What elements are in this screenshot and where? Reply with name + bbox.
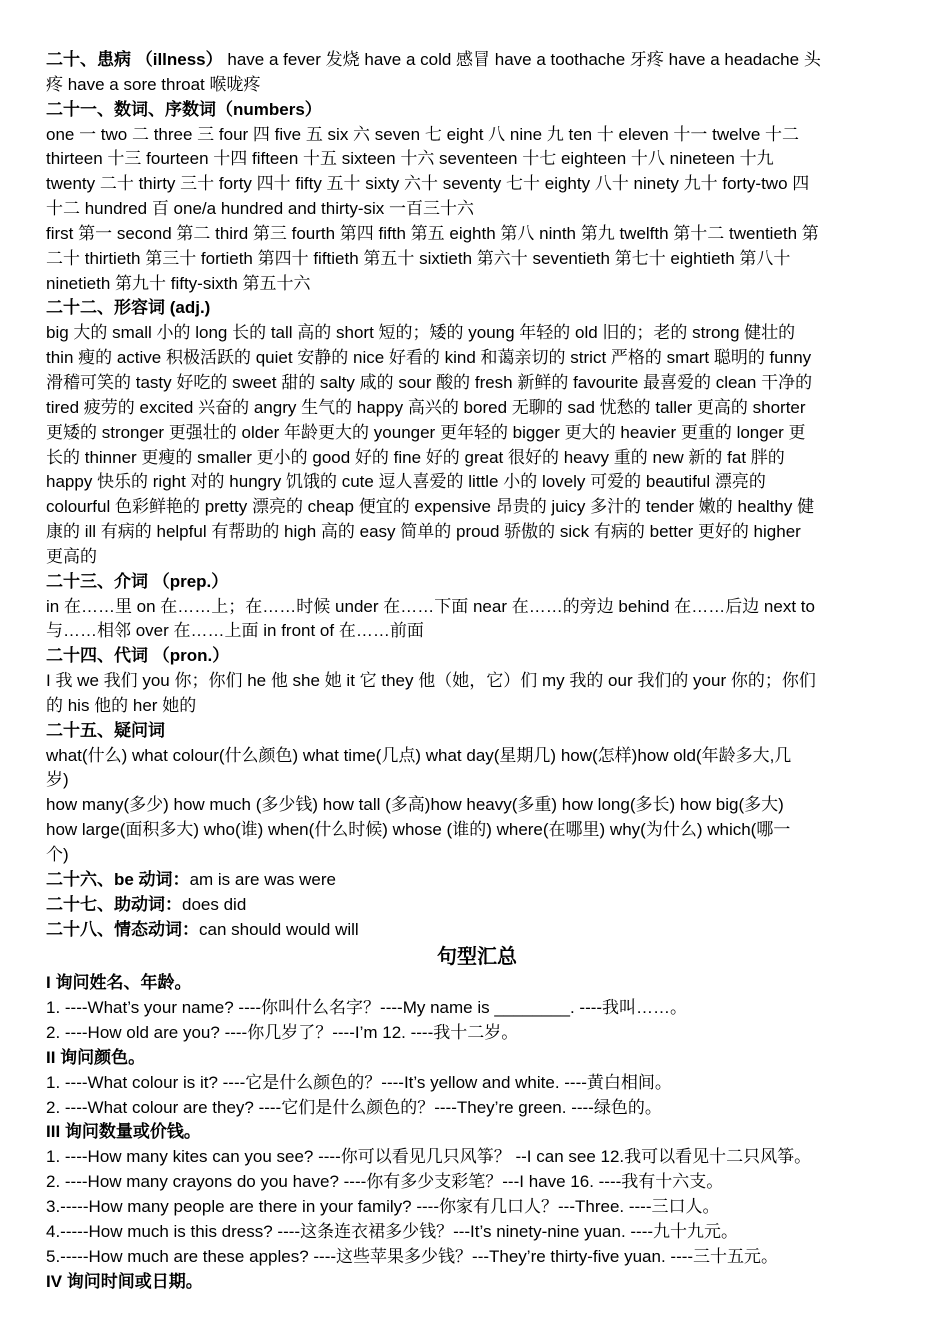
section-heading: IV 询问时间或日期。 xyxy=(46,1271,203,1291)
section-heading: II 询问颜色。 xyxy=(46,1047,146,1067)
text-line: 的 his 他的 her 她的 xyxy=(46,695,197,715)
text-line xyxy=(46,48,908,73)
document-page xyxy=(46,48,908,1294)
text-line: I 我 we 我们 you 你；你们 he 他 she 她 it 它 they 他（她，它）们 my 我的 our 我们的 your 你的；你们 xyxy=(46,671,816,691)
text-line: tired 疲劳的 excited 兴奋的 angry 生气的 happy 高兴的 bored 无聊的 sad 忧愁的 taller 更高的 shorter xyxy=(46,397,806,417)
text-line: 2. ----What colour are they? ----它们是什么颜色的？----They’re green. ----绿色的。 xyxy=(46,1097,662,1117)
section-heading: I 询问姓名、年龄。 xyxy=(46,973,192,993)
section-heading: 二十二、形容词 (adj.) xyxy=(46,298,211,318)
section-heading: III 询问数量或价钱。 xyxy=(46,1122,201,1142)
text-line: colourful 色彩鲜艳的 pretty 漂亮的 cheap 便宜的 expensive 昂贵的 juicy 多汁的 tender 嫩的 healthy 健 xyxy=(46,497,815,517)
text-line: in 在……里 on 在……上；在……时候 under 在……下面 near 在……的旁边 behind 在……后边 next to xyxy=(46,596,815,616)
text-line: 滑稽可笑的 tasty 好吃的 sweet 甜的 salty 咸的 sour 酸的 fresh 新鲜的 favourite 最喜爱的 clean 干净的 xyxy=(46,372,813,392)
text-line: 二十 thirtieth 第三十 fortieth 第四十 fiftieth 第五十 sixtieth 第六十 seventieth 第七十 eightieth 第八十 xyxy=(46,248,791,268)
line-body: have a fever 发烧 have a cold 感冒 have a toothache 牙疼 have a headache 头 xyxy=(222,50,821,69)
line-body: can should would will xyxy=(199,919,359,939)
text-line: 1. ----How many kites can you see? ----你可以看见几只风筝？ --I can see 12.我可以看见十二只风筝。 xyxy=(46,1147,812,1167)
text-line: 与……相邻 over 在……上面 in front of 在……前面 xyxy=(46,621,424,641)
text-line: thirteen 十三 fourteen 十四 fifteen 十五 sixteen 十六 seventeen 十七 eighteen 十八 nineteen 十九 xyxy=(46,149,774,169)
text-line: what(什么) what colour(什么颜色) what time(几点) what day(星期几) how(怎样)how old(年龄多大,几 xyxy=(46,745,792,765)
text-line: 十二 hundred 百 one/a hundred and thirty-six 一百三十六 xyxy=(46,199,475,219)
line-heading: 二十七、助动词： xyxy=(46,894,182,914)
text-line: 1. ----What’s your name? ----你叫什么名字？----My name is ________. ----我叫……。 xyxy=(46,998,688,1018)
text-line xyxy=(46,868,908,893)
line-heading: 二十八、情态动词： xyxy=(46,919,199,939)
line-body: am is are was were xyxy=(189,869,336,889)
text-line: 3.-----How many people are there in your family? ----你家有几口人？---Three. ----三口人。 xyxy=(46,1196,720,1216)
text-line: happy 快乐的 right 对的 hungry 饥饿的 cute 逗人喜爱的 little 小的 lovely 可爱的 beautiful 漂亮的 xyxy=(46,472,766,492)
text-line: how large(面积多大) who(谁) when(什么时候) whose (谁的) where(在哪里) why(为什么) which(哪一 xyxy=(46,820,791,840)
section-heading: 二十五、疑问词 xyxy=(46,720,165,740)
text-line: twenty 二十 thirty 三十 forty 四十 fifty 五十 sixty 六十 seventy 七十 eighty 八十 ninety 九十 forty-two 四 xyxy=(46,174,810,194)
text-line: one 一 two 二 three 三 four 四 five 五 six 六 seven 七 eight 八 nine 九 ten 十 eleven 十一 twelve 十二 xyxy=(46,124,800,144)
text-line: 更矮的 stronger 更强壮的 older 年龄更大的 younger 更年轻的 bigger 更大的 heavier 更重的 longer 更 xyxy=(46,422,806,442)
text-line: big 大的 small 小的 long 长的 tall 高的 short 短的；矮的 young 年轻的 old 旧的；老的 strong 健壮的 xyxy=(46,323,796,343)
text-line: 岁) xyxy=(46,770,69,790)
text-line: 2. ----How old are you? ----你几岁了？----I’m 12. ----我十二岁。 xyxy=(46,1023,519,1043)
text-line: 康的 ill 有病的 helpful 有帮助的 high 高的 easy 简单的 proud 骄傲的 sick 有病的 better 更好的 higher xyxy=(46,522,801,542)
text-line: thin 瘦的 active 积极活跃的 quiet 安静的 nice 好看的 kind 和蔼亲切的 strict 严格的 smart 聪明的 funny xyxy=(46,348,812,368)
section-heading: 二十一、数词、序数词（numbers） xyxy=(46,99,322,119)
text-line: 更高的 xyxy=(46,546,97,566)
text-line xyxy=(46,918,908,943)
text-line: 4.-----How much is this dress? ----这条连衣裙多少钱？---It’s ninety-nine yuan. ----九十九元。 xyxy=(46,1221,739,1241)
text-line: 2. ----How many crayons do you have? ----你有多少支彩笔？---I have 16. ----我有十六支。 xyxy=(46,1172,724,1192)
line-body: does did xyxy=(182,894,247,914)
text-line: first 第一 second 第二 third 第三 fourth 第四 fifth 第五 eighth 第八 ninth 第九 twelfth 第十二 twentieth 第 xyxy=(46,223,819,243)
section-heading: 二十三、介词 （prep.） xyxy=(46,571,229,591)
text-line xyxy=(46,893,908,918)
line-heading: 二十六、be 动词： xyxy=(46,869,190,889)
text-line: 个) xyxy=(46,845,69,864)
text-line: 5.-----How much are these apples? ----这些苹果多少钱？---They’re thirty-five yuan. ----三十五元。 xyxy=(46,1246,779,1266)
text-line: 1. ----What colour is it? ----它是什么颜色的？----It’s yellow and white. ----黄白相间。 xyxy=(46,1072,672,1092)
section-heading: 二十四、代词 （pron.） xyxy=(46,646,230,666)
text-line: 长的 thinner 更瘦的 smaller 更小的 good 好的 fine 好的 great 很好的 heavy 重的 new 新的 fat 胖的 xyxy=(46,447,785,467)
line-heading: 二十、患病 （illness） xyxy=(46,50,223,69)
section-title: 句型汇总 xyxy=(437,946,517,969)
text-line: ninetieth 第九十 fifty-sixth 第五十六 xyxy=(46,273,311,293)
text-line: how many(多少) how much (多少钱) how tall (多高)how heavy(多重) how long(多长) how big(多大) xyxy=(46,795,784,815)
text-line: 疼 have a sore throat 喉咙疼 xyxy=(46,74,261,94)
